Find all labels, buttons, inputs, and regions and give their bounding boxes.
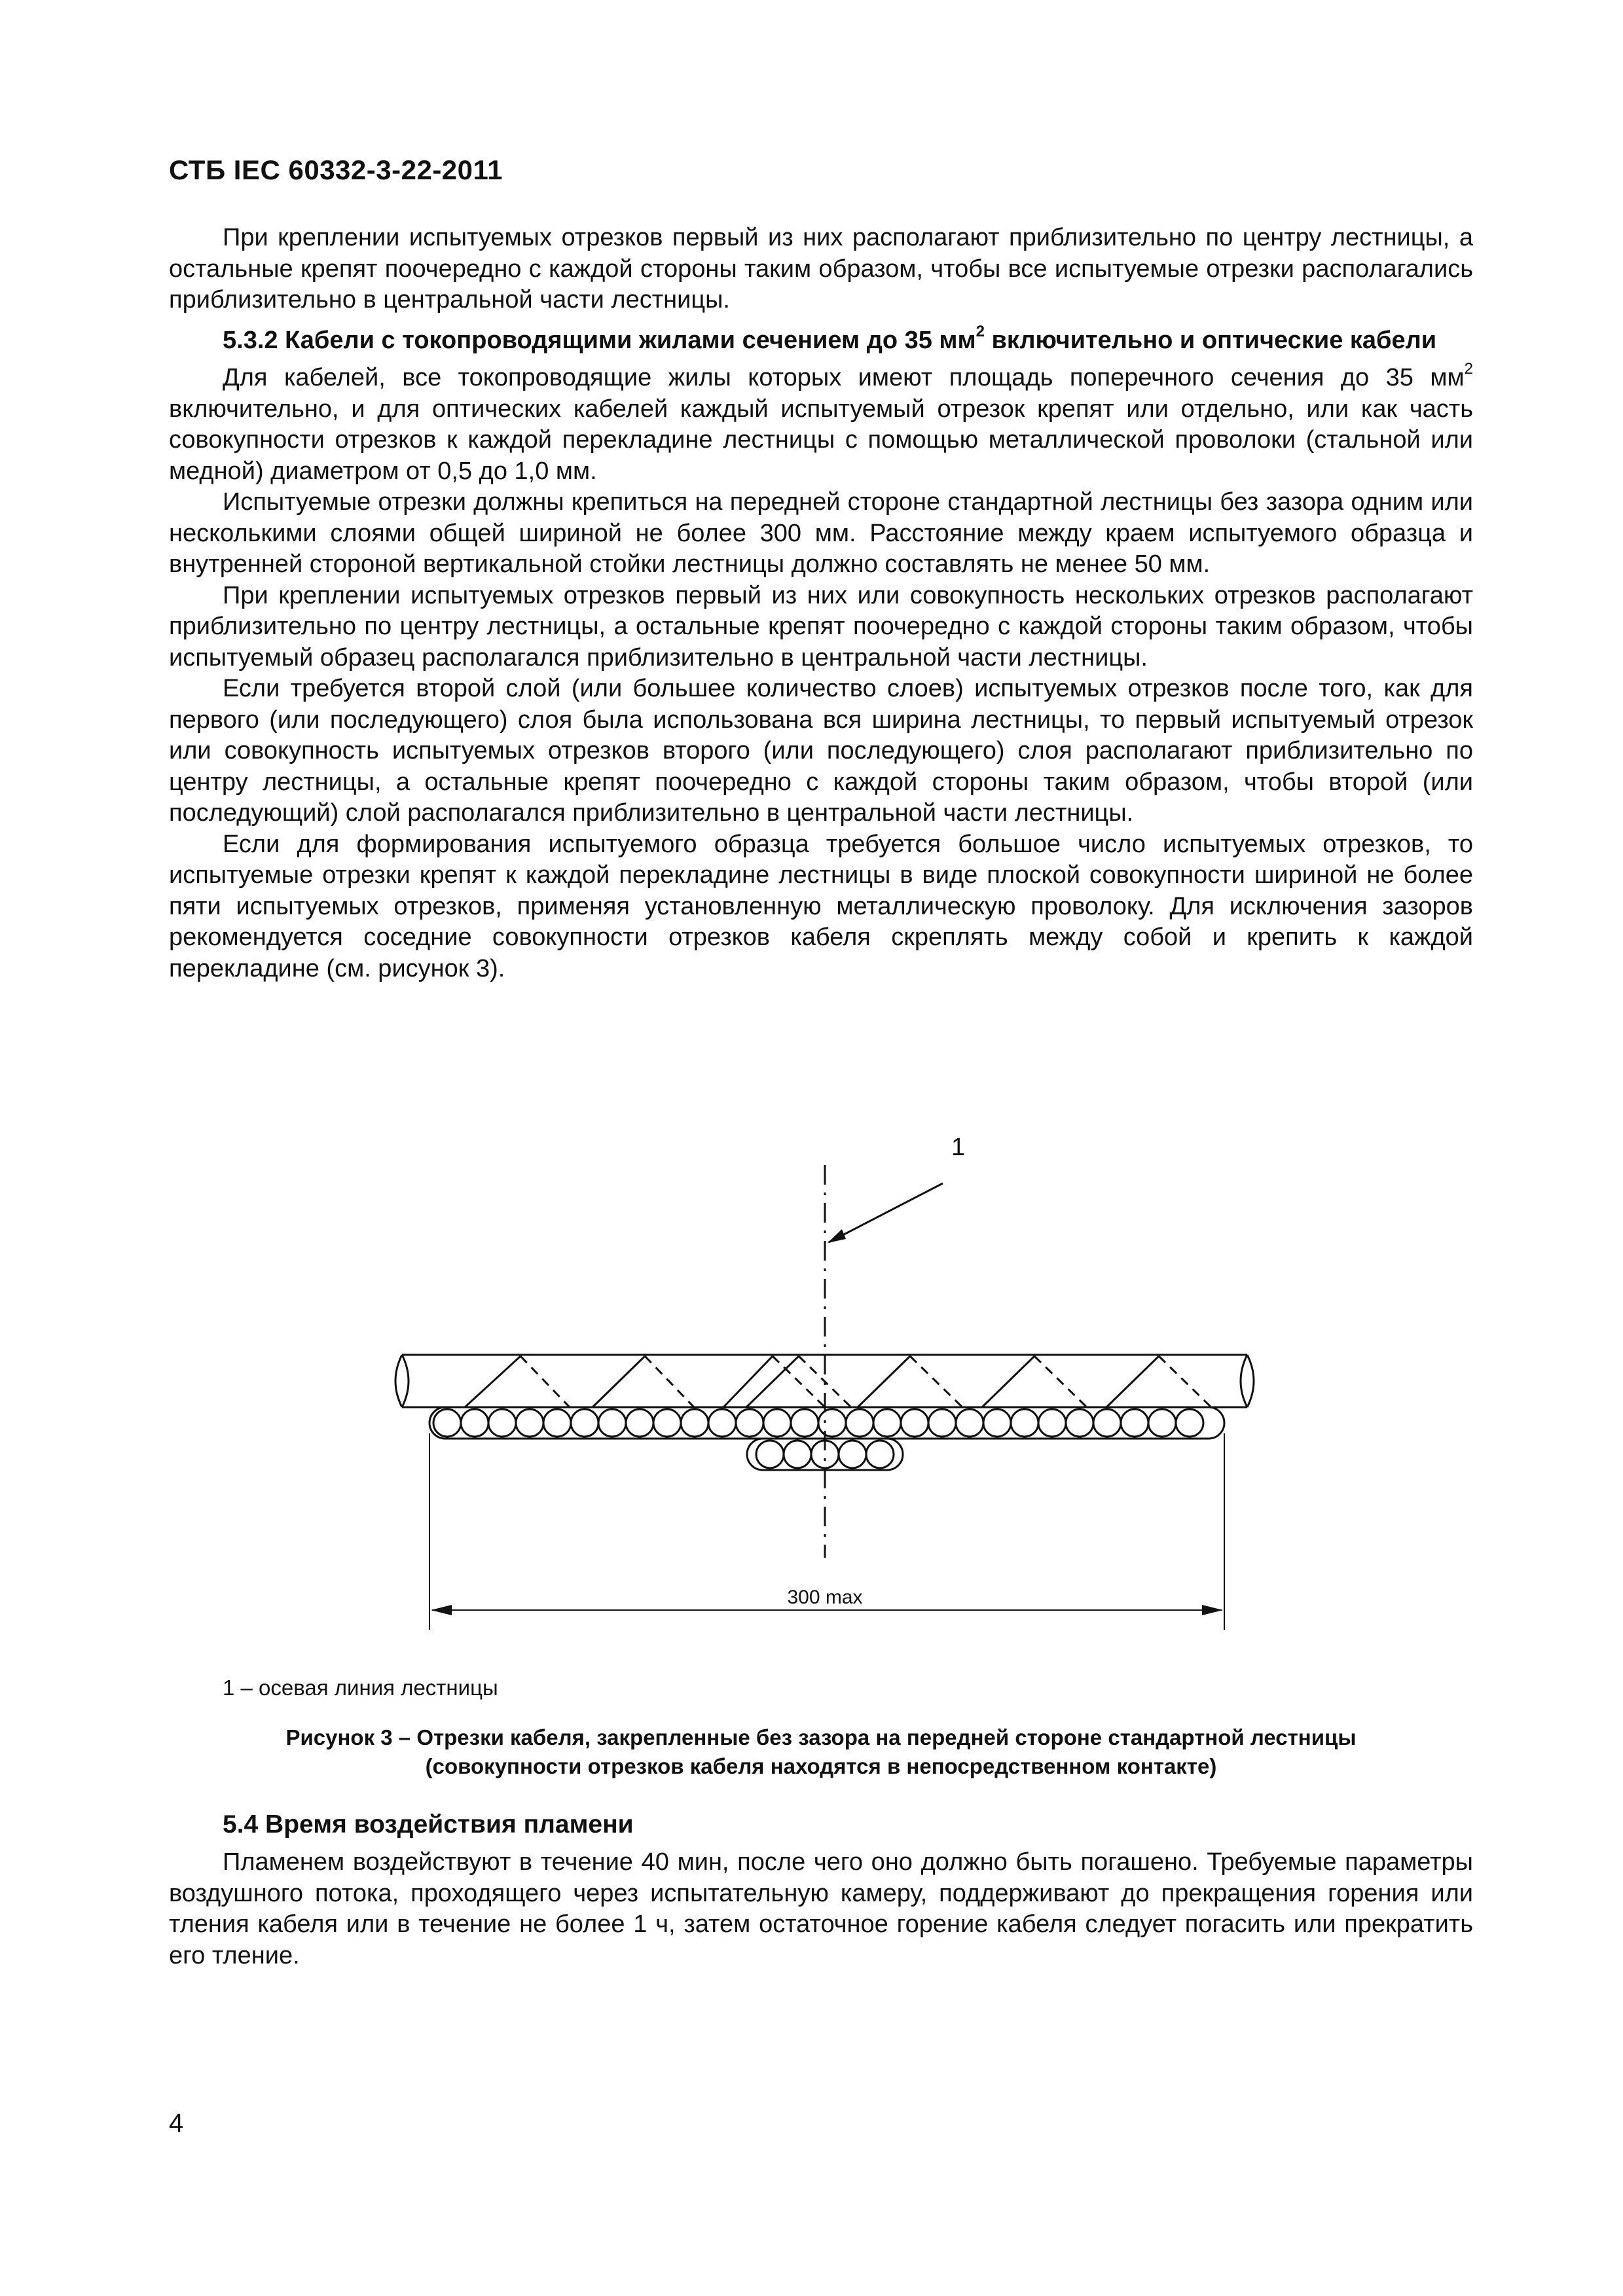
figure-legend: 1 – осевая линия лестницы [223, 1676, 498, 1700]
document-code-header: СТБ IEC 60332-3-22-2011 [169, 154, 503, 185]
paragraph-5-3-2-2: Испытуемые отрезки должны крепиться на передней стороне стандартной лестницы без зазора одним или несколькими слоями общей шириной не более 300 мм. Расстояние между краем испытуемого образца и внутренней стороной вертикальной стойки лестницы должно составлять не менее 50 мм. [169, 488, 1473, 578]
callout-number: 1 [951, 1134, 966, 1161]
figure-caption: Рисунок 3 – Отрезки кабеля, закрепленные без зазора на передней стороне стандартной лестницы (совокупности отрезков кабеля находятся в непосредственном контакте) [285, 1725, 1357, 1778]
figure-3 [380, 1106, 1270, 1662]
paragraph-5-3-2-5: Если для формирования испытуемого образца требуется большое число испытуемых отрезков, то испытуемые отрезки крепят к каждой перекладине лестницы в виде плоской совокупности шириной не более пяти испытуемых отрезков, применяя установленную металлическую проволоку. Для исключения зазоров рекомендуется соседние совокупности отрезков кабеля скреплять между собой и крепить к каждой перекладине (см. рисунок 3). [169, 830, 1473, 982]
dimension-arrow-right [1202, 1605, 1223, 1615]
binding-wires [465, 1356, 1211, 1407]
dimension-arrow-left [431, 1605, 452, 1615]
paragraph-5-3-2-3: При креплении испытуемых отрезков первый из них или совокупность нескольких отрезков располагают приблизительно по центру лестницы, а остальные крепят поочередно с каждой стороны таким образом, чтобы испытуемый образец располагался приблизительно в центральной части лестницы. [169, 581, 1473, 672]
body-text-bottom [169, 1847, 1473, 1971]
callout-arrowhead [828, 1229, 846, 1243]
first-layer-cables [433, 1409, 1203, 1437]
dimension-label: 300 max [787, 1587, 863, 1608]
page-number: 4 [169, 2109, 184, 2138]
paragraph-5-3-2-1: Для кабелей, все токопроводящие жилы которых имеют площадь поперечного сечения до 35 $мм^2$ включительно, и для оптических кабелей каждый испытуемый отрезок крепят или отдельно, или как часть совокупности отрезков к каждой перекладине лестницы с помощью металлической проволоки (стальной или медной) диаметром от 0,5 до 1,0 мм. [169, 360, 1473, 485]
paragraph-intro: При креплении испытуемых отрезков первый из них располагают приблизительно по центру лестницы, а остальные крепят поочередно с каждой стороны таким образом, чтобы все испытуемые отрезки располагались приблизительно в центральной части лестницы. [169, 224, 1473, 314]
paragraph-5-4-1: Пламенем воздействуют в течение 40 мин, после чего оно должно быть погашено. Требуемые параметры воздушного потока, проходящего через испытательную камеру, поддерживают до прекращения горения или тления кабеля или в течение не более 1 ч, затем остаточное горение кабеля следует погасить или прекратить его тление. [169, 1848, 1473, 1969]
figure-3-drawing [380, 1106, 1270, 1662]
callout-leader [829, 1183, 943, 1242]
paragraph-5-3-2-4: Если требуется второй слой (или большее количество слоев) испытуемых отрезков после того, как для первого (или последующего) слоя была использована вся ширина лестницы, то первый испытуемый отрезок или совокупность испытуемых отрезков второго (или последующего) слоя располагают приблизительно по центру лестницы, а остальные крепят поочередно с каждой стороны таким образом, чтобы второй (или последующий) слой располагался приблизительно в центральной части лестницы. [169, 675, 1473, 827]
body-text-top [169, 223, 1473, 984]
section-5-3-2-heading: 5.3.2 Кабели с токопроводящими жилами сечением до 35 $мм^2$ включительно и оптические кабели [223, 322, 1437, 354]
section-5-4-heading: 5.4 Время воздействия пламени [223, 1810, 634, 1839]
